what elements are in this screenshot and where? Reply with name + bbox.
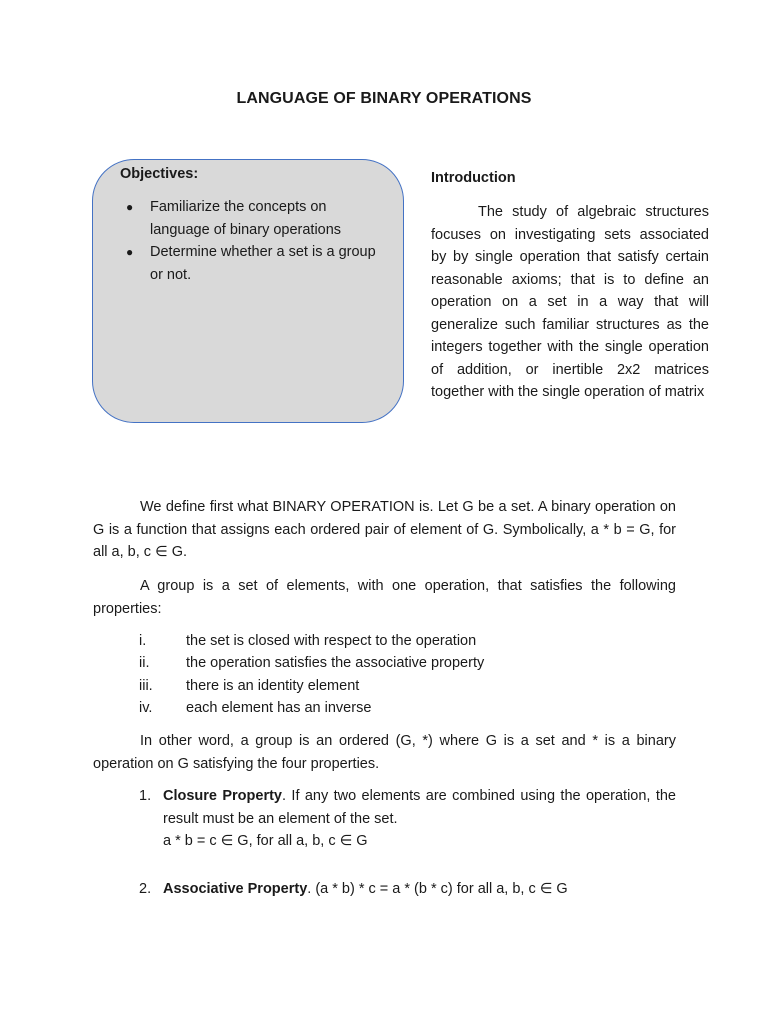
objective-text: Familiarize the concepts on language of binary operations xyxy=(150,199,342,238)
list-item xyxy=(139,697,484,719)
binary-operation-paragraph: We define first what BINARY OPERATION is. Let G be a set. A binary operation on G is a function that assigns each ordered pair of element of G. Symbolically, a * b = G, for all a, b, c ∈ G. xyxy=(93,499,676,560)
page-title: LANGUAGE OF BINARY OPERATIONS xyxy=(236,90,532,107)
property-number: 2. xyxy=(139,881,152,897)
closure-property-item xyxy=(139,785,676,853)
group-definition-paragraph: A group is a set of elements, with one operation, that satisfies the following properties: xyxy=(93,578,676,617)
property-text: . If any two elements are combined using the operation, the result must be an element of the set. xyxy=(163,788,676,827)
property-name: Associative Property xyxy=(163,881,308,897)
property-formula: a * b = c ∈ G, for all a, b, c ∈ G xyxy=(163,833,368,849)
list-item-text: there is an identity element xyxy=(186,677,360,694)
bullet-icon: ● xyxy=(126,245,134,259)
introduction-text: The study of algebraic structures focuses on investigating sets associated by by single operation that satisfy certain reasonable axioms; that is to define an operation on a set in a way that will generalize such familiar structures as the integers together with the single operation of addition, or inertible 2x2 matrices together with the single operation of matrix xyxy=(431,204,709,400)
objective-text: Determine whether a set is a group or not. xyxy=(150,244,376,283)
list-item xyxy=(139,652,484,674)
list-item-text: the set is closed with respect to the operation xyxy=(186,633,477,649)
property-name: Closure Property xyxy=(163,788,282,804)
list-item xyxy=(139,675,484,697)
objective-item xyxy=(93,196,383,241)
list-item-text: each element has an inverse xyxy=(186,699,372,716)
group-ordered-paragraph: In other word, a group is an ordered (G, *) where G is a set and * is a binary operation on G satisfying the four properties. xyxy=(93,733,676,772)
list-item-number: ii. xyxy=(139,655,150,672)
objectives-heading: Objectives: xyxy=(120,166,199,182)
list-item xyxy=(139,630,484,652)
list-item-number: i. xyxy=(139,633,147,649)
objective-item xyxy=(93,241,383,286)
list-item-text: the operation satisfies the associative property xyxy=(186,655,485,672)
objectives-list xyxy=(93,196,383,286)
group-properties-list xyxy=(139,630,484,719)
property-text: . (a * b) * c = a * (b * c) for all a, b, c ∈ G xyxy=(307,881,568,897)
list-item-number: iv. xyxy=(139,699,153,716)
bullet-icon: ● xyxy=(126,200,134,214)
list-item-number: iii. xyxy=(139,677,153,694)
associative-property-item xyxy=(139,878,676,901)
objectives-box xyxy=(92,159,404,423)
property-number: 1. xyxy=(139,788,152,804)
introduction-heading: Introduction xyxy=(431,170,516,186)
